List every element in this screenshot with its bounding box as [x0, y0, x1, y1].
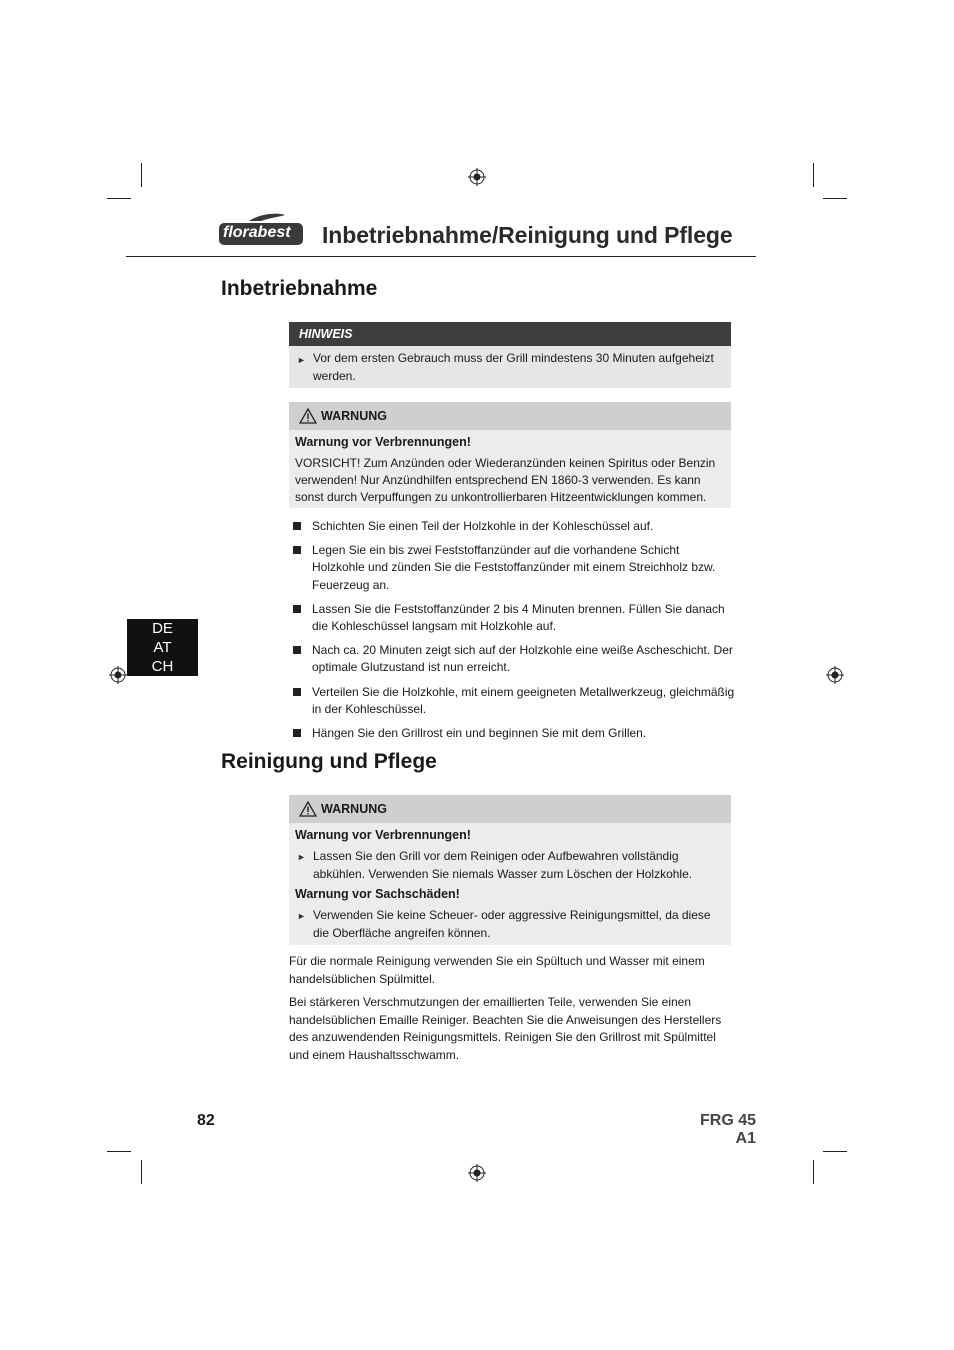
paragraph: Bei stärkeren Verschmutzungen der emaillierten Teile, verwenden Sie einen handelsüblichen Emaille Reiniger. Beachten Sie die Anweisungen des Herstellers des anzuwendenden Reinigungsmittels. Reinigen Sie den Grillrost mit Spülmittel und einem Haushaltsschwamm. — [289, 995, 722, 1062]
warnung-header — [289, 795, 731, 823]
arrow-bullet-icon: ► — [297, 911, 306, 921]
brand-logo — [219, 212, 303, 246]
paragraph: Für die normale Reinigung verwenden Sie ein Spültuch und Wasser mit einem handelsüblichen Spülmittel. — [289, 954, 705, 986]
instruction-list — [293, 518, 735, 742]
crop-mark — [107, 1151, 131, 1152]
list-item-text: Schichten Sie einen Teil der Holzkohle in der Kohleschüssel auf. — [312, 519, 654, 533]
warnung-label: WARNUNG — [321, 802, 387, 816]
warnung-item-text: Verwenden Sie keine Scheuer- oder aggressive Reinigungsmittel, da diese die Oberfläche angreifen können. — [313, 908, 711, 940]
warnung-header — [289, 402, 731, 430]
section-heading-reinigung: Reinigung und Pflege — [221, 750, 437, 773]
hinweis-text: Vor dem ersten Gebrauch muss der Grill mindestens 30 Minuten aufgeheizt werden. — [313, 351, 714, 383]
warning-triangle-icon — [299, 801, 317, 817]
page-title: Inbetriebnahme/Reinigung und Pflege — [322, 222, 733, 248]
warnung-body — [289, 823, 731, 945]
list-item — [293, 518, 735, 535]
square-bullet-icon — [293, 522, 301, 530]
registration-mark-icon — [109, 666, 127, 684]
warnung-box — [289, 795, 731, 945]
crop-mark — [823, 198, 847, 199]
square-bullet-icon — [293, 688, 301, 696]
language-code: CH — [151, 658, 174, 675]
list-item — [293, 725, 735, 742]
registration-mark-icon — [826, 666, 844, 684]
warnung-item — [295, 847, 725, 883]
list-item-text: Nach ca. 20 Minuten zeigt sich auf der Holzkohle eine weiße Ascheschicht. Der optimale Glutzustand ist nun erreicht. — [312, 643, 733, 675]
list-item-text: Verteilen Sie die Holzkohle, mit einem geeigneten Metallwerkzeug, gleichmäßig in der Kohleschüssel. — [312, 684, 735, 716]
logo-text: florabest — [223, 224, 291, 241]
square-bullet-icon — [293, 546, 301, 554]
list-item-text: Hängen Sie den Grillrost ein und beginnen Sie mit dem Grillen. — [312, 726, 647, 741]
crop-mark — [141, 163, 142, 187]
language-tab — [127, 619, 198, 676]
warnung-item-text: Lassen Sie den Grill vor dem Reinigen oder Aufbewahren vollständig abkühlen. Verwenden Sie niemals Wasser zum Löschen der Holzkohle. — [313, 849, 693, 881]
warnung-label: WARNUNG — [321, 409, 387, 423]
crop-mark — [141, 1160, 142, 1184]
registration-mark-icon — [468, 168, 486, 186]
list-item — [293, 684, 735, 718]
warnung-body — [289, 430, 731, 508]
list-item-text: Legen Sie ein bis zwei Feststoffanzünder auf die vorhandene Schicht Holzkohle und zünden Sie die Feststoffanzünder mit einem Streichholz bzw. Feuerzeug an. — [312, 543, 716, 592]
crop-mark — [107, 198, 131, 199]
list-item — [293, 642, 735, 676]
warnung-subtitle: Warnung vor Verbrennungen! — [295, 828, 471, 842]
language-code: AT — [153, 639, 172, 656]
arrow-bullet-icon: ► — [297, 852, 306, 862]
section-heading-inbetriebnahme: Inbetriebnahme — [221, 277, 378, 300]
hinweis-label: HINWEIS — [289, 322, 731, 346]
warnung-item — [295, 906, 725, 942]
square-bullet-icon — [293, 646, 301, 654]
hinweis-body — [289, 346, 731, 388]
square-bullet-icon — [293, 729, 301, 737]
registration-mark-icon — [468, 1164, 486, 1182]
warnung-text: VORSICHT! Zum Anzünden oder Wiederanzünden keinen Spiritus oder Benzin verwenden! Nur Anzündhilfen entsprechend EN 1860-3 verwenden. Es kann sonst durch Verpuffungen zu unkontrollierbaren Hitzeentwicklungen kommen. — [295, 456, 716, 504]
language-code: DE — [152, 620, 173, 637]
warnung-subtitle: Warnung vor Sachschäden! — [295, 887, 460, 901]
crop-mark — [813, 1160, 814, 1184]
crop-mark — [823, 1151, 847, 1152]
model-number: FRG 45 A1 — [699, 1112, 756, 1147]
page-number: 82 — [197, 1112, 215, 1129]
square-bullet-icon — [293, 605, 301, 613]
warnung-subtitle: Warnung vor Verbrennungen! — [295, 435, 471, 449]
crop-mark — [813, 163, 814, 187]
arrow-bullet-icon: ► — [297, 355, 306, 365]
warnung-box — [289, 402, 731, 508]
hinweis-box — [289, 322, 731, 388]
list-item — [293, 542, 735, 594]
list-item — [293, 601, 735, 635]
list-item-text: Lassen Sie die Feststoffanzünder 2 bis 4 Minuten brennen. Füllen Sie danach die Kohleschüssel langsam mit Holzkohle auf. — [312, 601, 725, 634]
header-divider — [126, 256, 756, 257]
warning-triangle-icon — [299, 408, 317, 424]
